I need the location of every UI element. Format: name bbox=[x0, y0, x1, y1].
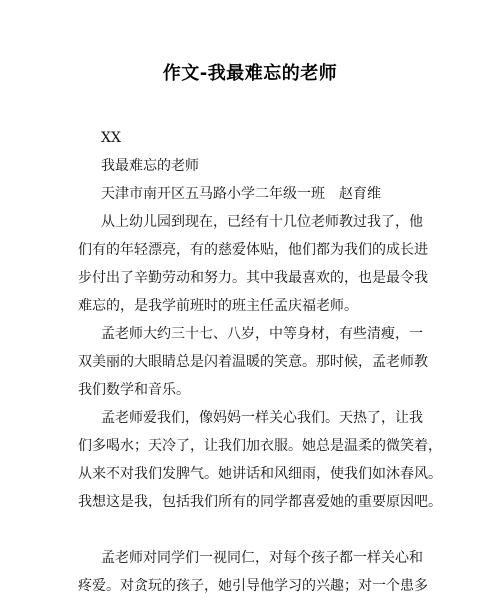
paragraph-2 bbox=[78, 320, 428, 404]
header-line-author: 天津市南开区五马路小学二年级一班 赵育维 bbox=[101, 186, 381, 202]
paragraph-3 bbox=[78, 404, 442, 516]
paragraph-line: 疼爱。对贪玩的孩子，她引导他学习的兴趣；对一个患多 bbox=[78, 578, 428, 594]
paragraph-line: 孟老师爱我们，像妈妈一样关心我们。天热了，让我 bbox=[101, 410, 423, 426]
document-body bbox=[78, 124, 442, 600]
paragraph-4 bbox=[78, 544, 428, 600]
paragraph-line: 孟老师大约三十七、八岁，中等身材，有些清瘦，一 bbox=[101, 326, 423, 342]
paragraph-line: 们多喝水；天冷了，让我们加衣服。她总是温柔的微笑着， bbox=[78, 438, 442, 454]
paragraph-line: 我想这是我，包括我们所有的同学都喜爱她的重要原因吧。 bbox=[78, 494, 442, 510]
paragraph-line: 难忘的，是我学前班时的班主任孟庆福老师。 bbox=[78, 298, 358, 314]
paragraph-line: 我们数学和音乐。 bbox=[78, 382, 190, 398]
paragraph-line: 孟老师对同学们一视同仁，对每个孩子都一样关心和 bbox=[101, 550, 423, 566]
paragraph-spacer bbox=[78, 516, 418, 544]
paragraph-1 bbox=[78, 208, 428, 320]
document-title: 作文-我最难忘的老师 bbox=[162, 63, 338, 84]
paragraph-line: 双美丽的大眼睛总是闪着温暖的笑意。那时候，孟老师教 bbox=[78, 354, 428, 370]
paragraph-line: 们有的年轻漂亮，有的慈爱体贴，他们都为我们的成长进 bbox=[78, 242, 428, 258]
paragraph-line: 从来不对我们发脾气。她讲话和风细雨，使我们如沐春风。 bbox=[78, 466, 442, 482]
header-line-code: XX bbox=[101, 130, 121, 146]
paragraph-line: 步付出了辛勤劳动和努力。其中我最喜欢的，也是最令我 bbox=[78, 270, 428, 286]
header-line-essay-title: 我最难忘的老师 bbox=[101, 158, 199, 174]
paragraph-line: 从上幼儿园到现在，已经有十几位老师教过我了，他 bbox=[101, 214, 423, 230]
